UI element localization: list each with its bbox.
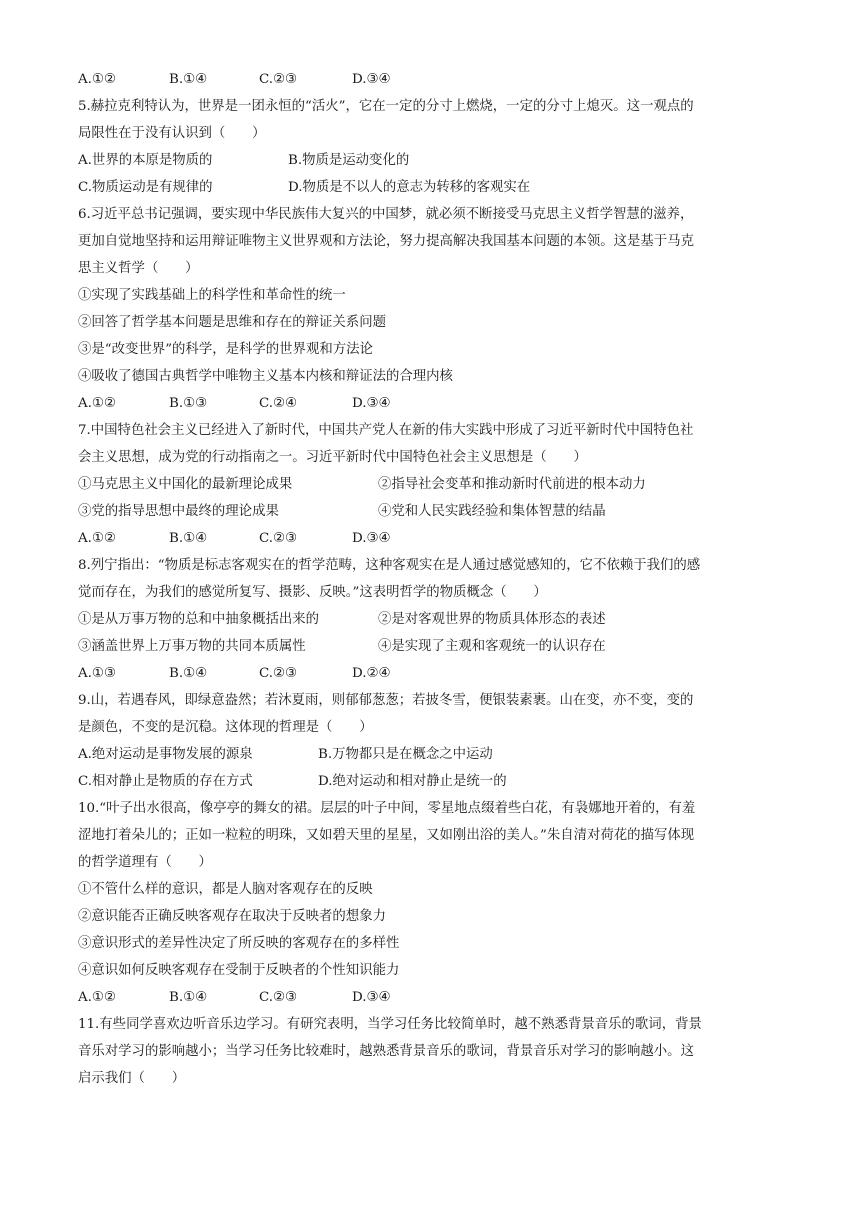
q5-stem-line: 5.赫拉克利特认为，世界是一团永恒的“活火”，它在一定的分寸上燃烧，一定的分寸上熄灭。这一观点的 — [78, 99, 694, 114]
option-b: B.①④ — [169, 990, 208, 1005]
q11-stem-line: 启示我们（ ） — [78, 1071, 186, 1086]
q8-stem-line: 觉而存在，为我们的感觉所复写、摄影、反映。”这表明哲学的物质概念（ ） — [78, 585, 547, 600]
option-d: D.绝对运动和相对静止是统一的 — [318, 774, 507, 789]
q6-stem-line: 6.习近平总书记强调，要实现中华民族伟大复兴的中国梦，就必须不断接受马克思主义哲学智慧的滋养， — [78, 207, 694, 222]
q7-items-row — [78, 471, 782, 498]
option-a: A.世界的本原是物质的 — [78, 153, 213, 168]
option-d: D.②④ — [352, 666, 391, 681]
option-d: D.③④ — [352, 990, 391, 1005]
q10-options — [78, 984, 782, 1011]
option-c: C.②③ — [259, 72, 298, 87]
option-b: B.①④ — [169, 72, 208, 87]
option-c: C.②④ — [259, 396, 298, 411]
q8-item: ③涵盖世界上万事万物的共同本质属性 — [78, 639, 306, 654]
option-a: A.绝对运动是事物发展的源泉 — [78, 747, 253, 762]
q7-items-row — [78, 498, 782, 525]
option-d: D.③④ — [352, 531, 391, 546]
q6-item: ①实现了实践基础上的科学性和革命性的统一 — [78, 288, 346, 303]
q7-stem-line: 会主义思想，成为党的行动指南之一。习近平新时代中国特色社会主义思想是（ ） — [78, 450, 587, 465]
q7-stem-line: 7.中国特色社会主义已经进入了新时代，中国共产党人在新的伟大实践中形成了习近平新时代中国特色社 — [78, 423, 694, 438]
option-d: D.③④ — [352, 72, 391, 87]
option-b: B.①③ — [169, 396, 208, 411]
q4-options — [78, 66, 782, 93]
q8-item: ④是实现了主观和客观统一的认识存在 — [378, 639, 606, 654]
q7-item: ④党和人民实践经验和集体智慧的结晶 — [378, 504, 606, 519]
q7-item: ③党的指导思想中最终的理论成果 — [78, 504, 279, 519]
q10-item: ③意识形式的差异性决定了所反映的客观存在的多样性 — [78, 936, 400, 951]
option-a: A.①② — [78, 396, 116, 411]
q6-item: ④吸收了德国古典哲学中唯物主义基本内核和辩证法的合理内核 — [78, 369, 453, 384]
q10-stem-line: 的哲学道理有（ ） — [78, 855, 212, 870]
q7-item: ②指导社会变革和推动新时代前进的根本动力 — [378, 477, 646, 492]
q10-item: ②意识能否正确反映客观存在取决于反映者的想象力 — [78, 909, 386, 924]
option-a: A.①② — [78, 531, 116, 546]
q8-item: ①是从万事万物的总和中抽象概括出来的 — [78, 612, 320, 627]
q8-stem-line: 8.列宁指出：“物质是标志客观实在的哲学范畴，这种客观实在是人通过感觉感知的，它不依赖于我们的感 — [78, 558, 701, 573]
q6-options — [78, 390, 782, 417]
option-c: C.②③ — [259, 666, 298, 681]
q7-item: ①马克思主义中国化的最新理论成果 — [78, 477, 293, 492]
option-c: C.相对静止是物质的存在方式 — [78, 774, 253, 789]
option-a: A.①② — [78, 72, 116, 87]
option-b: B.①④ — [169, 666, 208, 681]
q6-stem-line: 思主义哲学（ ） — [78, 261, 199, 276]
q5-stem-line: 局限性在于没有认识到（ ） — [78, 126, 266, 141]
q6-stem-line: 更加自觉地坚持和运用辩证唯物主义世界观和方法论，努力提高解决我国基本问题的本领。这是基于马克 — [78, 234, 694, 249]
option-b: B.①④ — [169, 531, 208, 546]
q8-items-row — [78, 633, 782, 660]
option-d: D.③④ — [352, 396, 391, 411]
q7-options — [78, 525, 782, 552]
q8-options — [78, 660, 782, 687]
option-c: C.物质运动是有规律的 — [78, 180, 213, 195]
option-c: C.②③ — [259, 990, 298, 1005]
q5-options-row — [78, 174, 782, 201]
q5-options-row — [78, 147, 782, 174]
q9-options-row — [78, 768, 782, 795]
option-c: C.②③ — [259, 531, 298, 546]
q10-stem-line: 涩地打着朵儿的；正如一粒粒的明珠，又如碧天里的星星，又如刚出浴的美人。”朱自清对荷花的描写体现 — [78, 828, 695, 843]
q10-item: ④意识如何反映客观存在受制于反映者的个性知识能力 — [78, 963, 400, 978]
option-b: B.万物都只是在概念之中运动 — [318, 747, 493, 762]
q6-item: ③是“改变世界”的科学，是科学的世界观和方法论 — [78, 342, 373, 357]
q8-items-row — [78, 606, 782, 633]
option-b: B.物质是运动变化的 — [288, 153, 410, 168]
option-d: D.物质是不以人的意志为转移的客观实在 — [288, 180, 531, 195]
q11-stem-line: 音乐对学习的影响越小；当学习任务比较难时，越熟悉背景音乐的歌词，背景音乐对学习的影响越小。这 — [78, 1044, 694, 1059]
option-a: A.①③ — [78, 666, 116, 681]
q8-item: ②是对客观世界的物质具体形态的表述 — [378, 612, 606, 627]
q10-item: ①不管什么样的意识，都是人脑对客观存在的反映 — [78, 882, 373, 897]
q9-stem-line: 9.山，若遇春风，即绿意盎然；若沐夏雨，则郁郁葱葱；若披冬雪，便银装素裹。山在变，亦不变，变的 — [78, 693, 694, 708]
q9-stem-line: 是颜色，不变的是沉稳。这体现的哲理是（ ） — [78, 720, 373, 735]
option-a: A.①② — [78, 990, 116, 1005]
exam-page — [78, 66, 782, 1092]
q10-stem-line: 10.“叶子出水很高，像亭亭的舞女的裙。层层的叶子中间，零星地点缀着些白花，有袅娜地开着的，有羞 — [78, 801, 696, 816]
q11-stem-line: 11.有些同学喜欢边听音乐边学习。有研究表明，当学习任务比较简单时，越不熟悉背景音乐的歌词，背景 — [78, 1017, 702, 1032]
q6-item: ②回答了哲学基本问题是思维和存在的辩证关系问题 — [78, 315, 386, 330]
q9-options-row — [78, 741, 782, 768]
